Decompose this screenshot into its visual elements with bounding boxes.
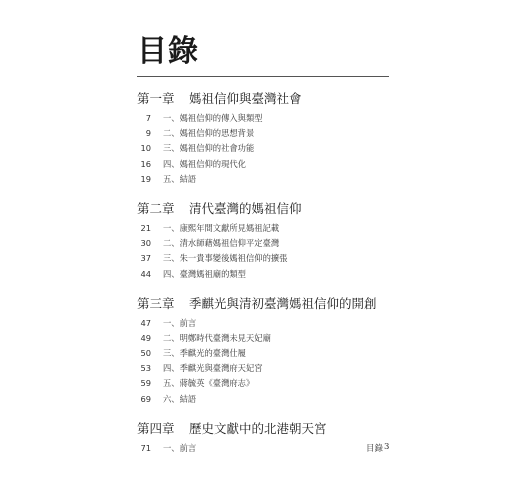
- chapter-title: 清代臺灣的媽祖信仰: [189, 200, 302, 216]
- section-entry[interactable]: [137, 126, 397, 141]
- section-title: 二、明鄭時代臺灣未見天妃廟: [163, 332, 271, 343]
- chapter-title: 季麒光與清初臺灣媽祖信仰的開創: [189, 295, 377, 311]
- section-entry[interactable]: [137, 172, 397, 187]
- section-entry[interactable]: [137, 346, 397, 361]
- section-entry[interactable]: [137, 141, 397, 156]
- section-entry[interactable]: [137, 392, 397, 407]
- section-title: 二、媽祖信仰的思想背景: [163, 128, 255, 139]
- chapter-3: [137, 292, 397, 407]
- section-page-number: 47: [140, 317, 151, 328]
- chapter-number: 第三章: [137, 295, 175, 311]
- section-title: 一、媽祖信仰的傳入與類型: [163, 113, 263, 123]
- section-page-number: 10: [140, 143, 151, 154]
- page-number: 3: [384, 442, 390, 452]
- title-divider: [137, 76, 389, 77]
- section-title: 四、媽祖信仰的現代化: [163, 158, 246, 169]
- section-entry[interactable]: [137, 221, 397, 236]
- section-entry[interactable]: [137, 251, 397, 266]
- chapter-list: [137, 87, 397, 466]
- section-title: 五、結語: [163, 173, 197, 184]
- section-page-number: 59: [140, 378, 151, 389]
- section-entry[interactable]: [137, 441, 397, 456]
- chapter-4: [137, 417, 397, 456]
- section-page-number: 9: [145, 128, 151, 139]
- section-page-number: 44: [140, 268, 151, 279]
- section-title: 四、臺灣媽祖廟的類型: [163, 268, 246, 279]
- section-title: 六、結語: [163, 393, 197, 404]
- chapter-heading[interactable]: [137, 197, 397, 221]
- section-page-number: 37: [140, 253, 151, 264]
- chapter-number: 第一章: [137, 91, 175, 106]
- section-entry[interactable]: [137, 316, 397, 331]
- section-page-number: 53: [140, 363, 151, 374]
- chapter-title: 歷史文獻中的北港朝天宮: [189, 420, 327, 436]
- chapter-title: 媽祖信仰與臺灣社會: [189, 91, 302, 106]
- section-title: 三、季麒光的臺灣仕履: [163, 348, 246, 359]
- section-page-number: 50: [140, 348, 151, 359]
- chapter-heading[interactable]: [137, 417, 397, 441]
- section-page-number: 69: [140, 393, 151, 404]
- chapter-heading[interactable]: [137, 87, 397, 111]
- section-list: [137, 221, 397, 282]
- section-page-number: 7: [145, 113, 151, 123]
- section-title: 五、蔣毓英《臺灣府志》: [163, 378, 255, 389]
- chapter-number: 第四章: [137, 420, 175, 436]
- section-page-number: 16: [140, 158, 151, 169]
- section-list: [137, 111, 397, 187]
- running-footer-label: 目錄: [366, 444, 384, 454]
- section-entry[interactable]: [137, 267, 397, 282]
- section-title: 一、康熙年間文獻所見媽祖記載: [163, 222, 280, 233]
- section-page-number: 30: [140, 238, 151, 249]
- section-list: [137, 441, 397, 456]
- section-title: 三、朱一貴事變後媽祖信仰的擴張: [163, 253, 288, 264]
- section-entry[interactable]: [137, 331, 397, 346]
- section-page-number: 21: [140, 222, 151, 233]
- section-entry[interactable]: [137, 376, 397, 391]
- section-page-number: 71: [140, 442, 151, 453]
- section-list: [137, 316, 397, 407]
- section-page-number: 49: [140, 332, 151, 343]
- section-title: 一、前言: [163, 317, 197, 328]
- chapter-number: 第二章: [137, 200, 175, 216]
- section-title: 三、媽祖信仰的社會功能: [163, 143, 255, 154]
- section-page-number: 19: [140, 173, 151, 184]
- section-entry[interactable]: [137, 361, 397, 376]
- section-title: 二、清水師藉媽祖信仰平定臺灣: [163, 238, 280, 249]
- section-entry[interactable]: [137, 157, 397, 172]
- section-entry[interactable]: [137, 236, 397, 251]
- section-title: 一、前言: [163, 442, 197, 453]
- page-title: 目錄: [137, 34, 199, 69]
- chapter-1: [137, 87, 397, 187]
- chapter-2: [137, 197, 397, 282]
- section-title: 四、季麒光與臺灣府天妃宮: [163, 363, 263, 374]
- section-entry[interactable]: [137, 111, 397, 126]
- chapter-heading[interactable]: [137, 292, 397, 316]
